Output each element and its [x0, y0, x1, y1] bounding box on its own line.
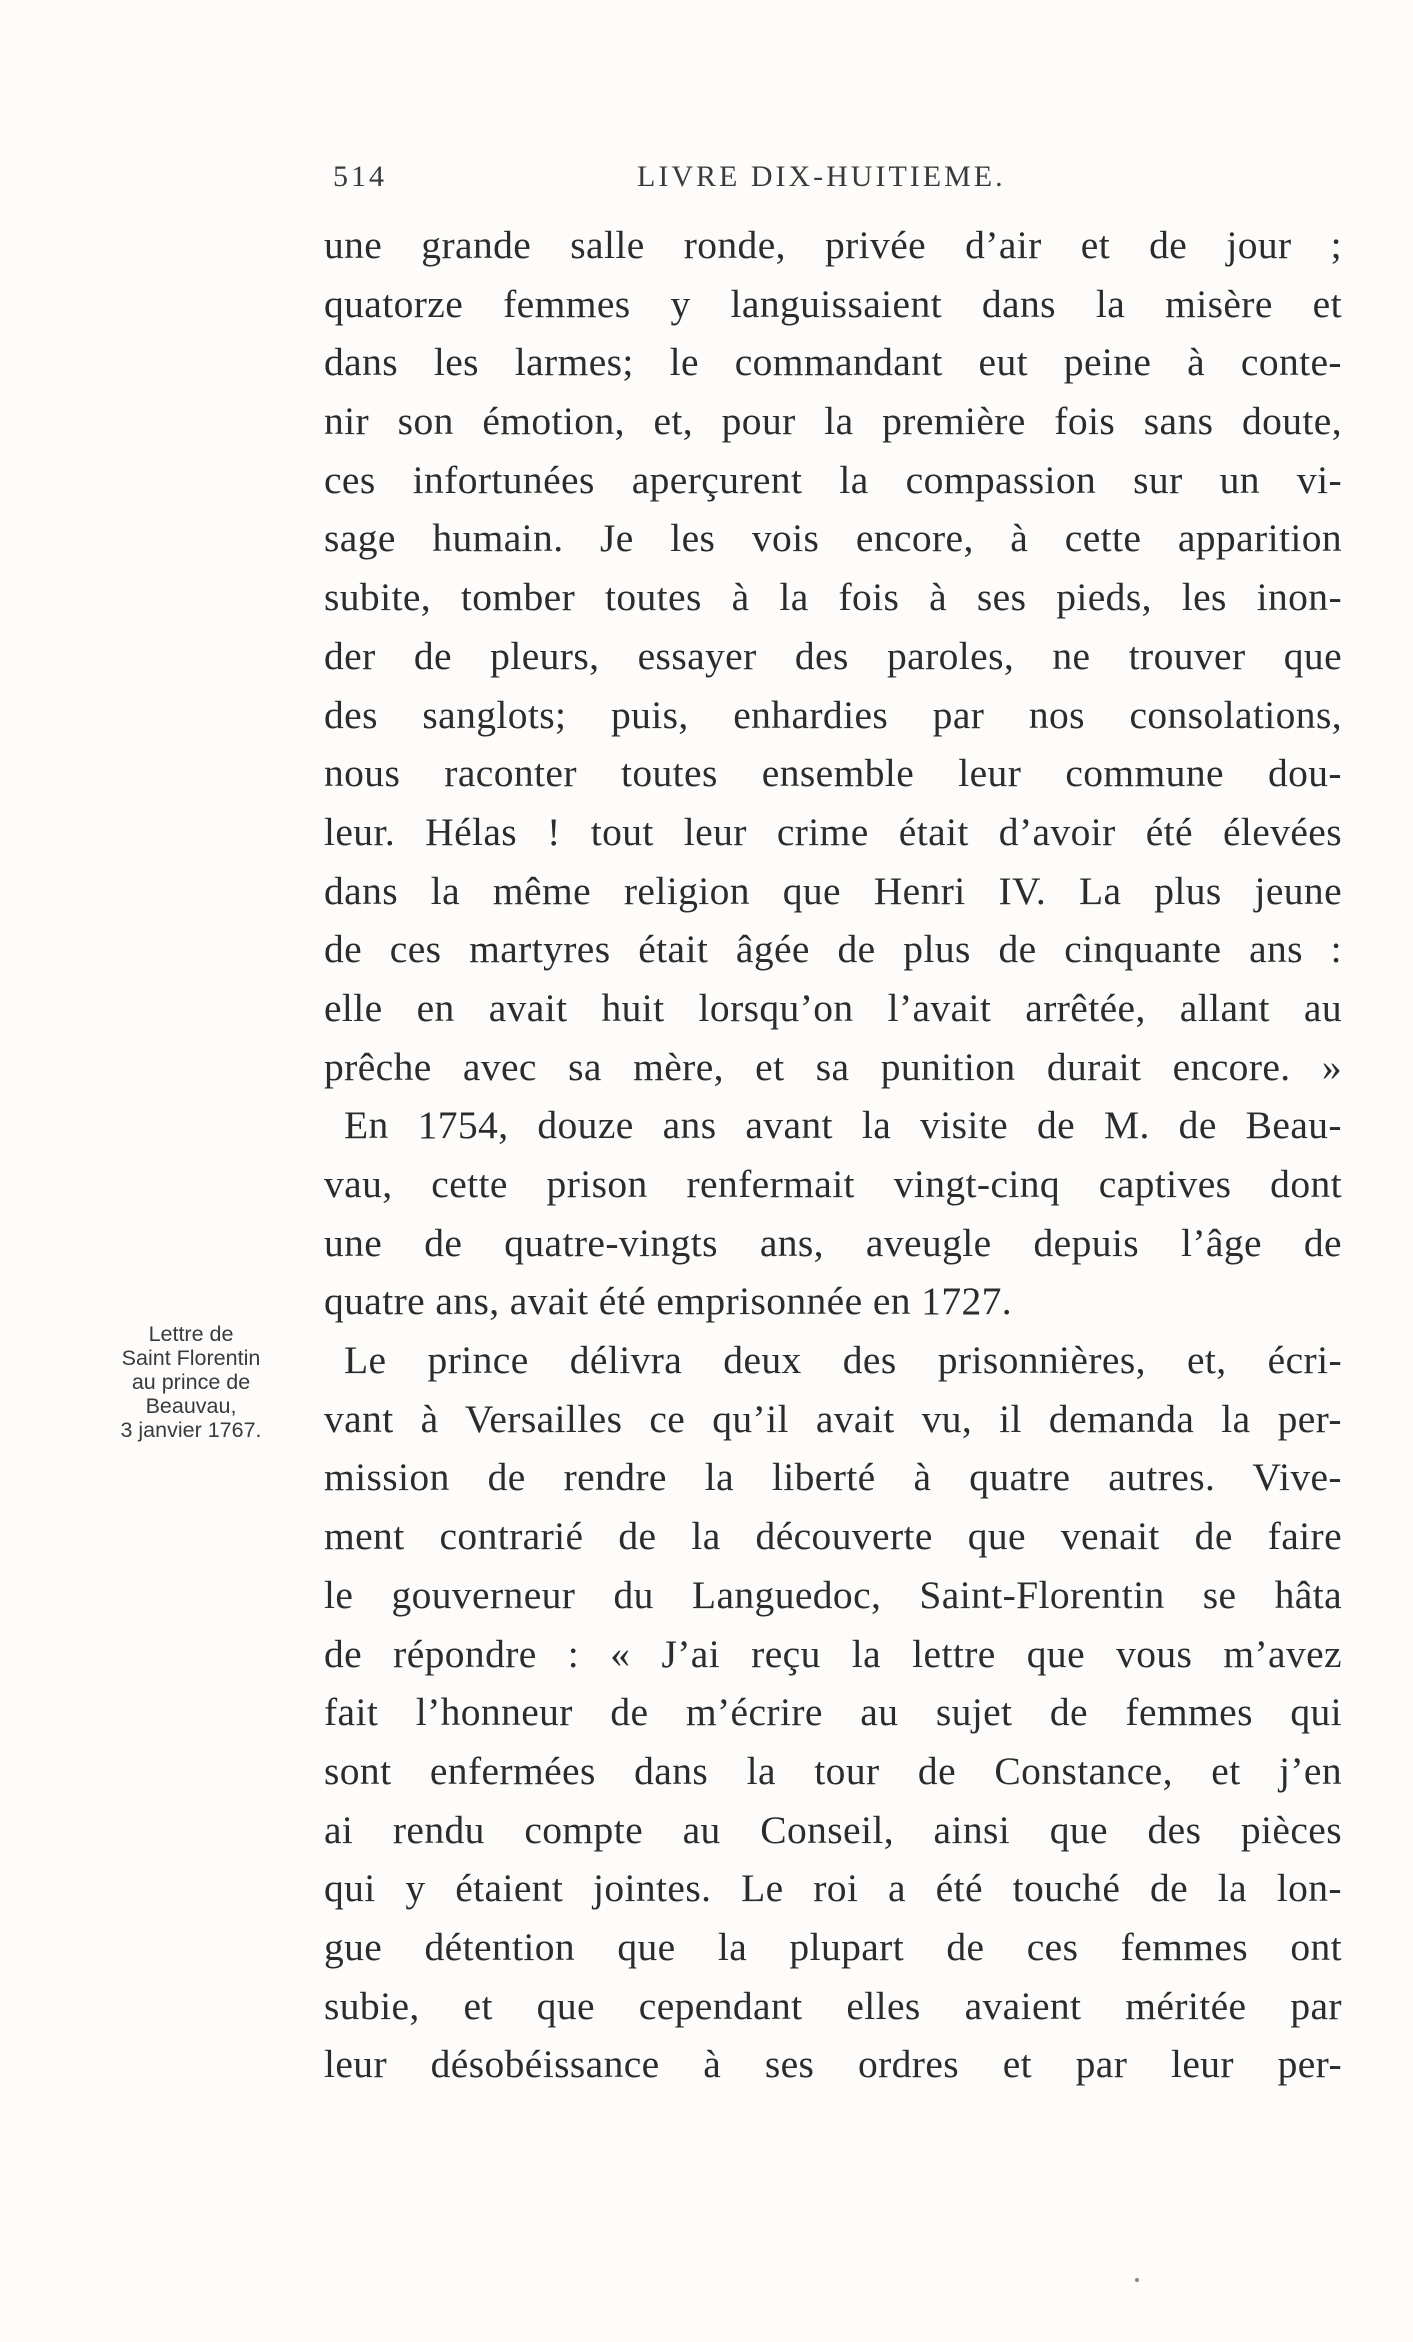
text-line: elle en avait huit lorsqu’on l’avait arrêtée, allant au — [324, 985, 1342, 1030]
text-line: une grande salle ronde, privée d’air et de jour ; — [324, 223, 1342, 267]
text-line: quatre ans, avait été emprisonnée en 1727. — [324, 1279, 1013, 1324]
page-number: 514 — [333, 160, 387, 193]
text-line: subie, et que cependant elles avaient méritée par — [324, 1983, 1342, 2028]
marginal-note-line: Lettre de — [148, 1322, 234, 1346]
text-line: der de pleurs, essayer des paroles, ne trouver que — [324, 633, 1342, 678]
text-line: qui y étaient jointes. Le roi a été touché de la lon- — [324, 1866, 1342, 1911]
text-line: dans les larmes; le commandant eut peine à conte- — [324, 340, 1342, 385]
text-line: sage humain. Je les vois encore, à cette apparition — [324, 516, 1342, 561]
text-line: une de quatre-vingts ans, aveugle depuis l’âge de — [324, 1220, 1342, 1265]
marginal-note-line: Saint Florentin — [121, 1346, 261, 1370]
text-line: fait l’honneur de m’écrire au sujet de femmes qui — [324, 1690, 1342, 1735]
marginal-note-line: au prince de — [131, 1370, 251, 1394]
running-head — [333, 160, 1053, 204]
book-title: LIVRE DIX-HUITIEME. — [637, 160, 1006, 193]
text-line: de répondre : « J’ai reçu la lettre que vous m’avez — [324, 1631, 1342, 1676]
text-line: ment contrarié de la découverte que venait de faire — [324, 1514, 1342, 1559]
text-line: mission de rendre la liberté à quatre autres. Vive- — [324, 1455, 1342, 1500]
marginal-note-line: Beauvau, — [145, 1394, 237, 1418]
text-line: de ces martyres était âgée de plus de cinquante ans : — [324, 927, 1342, 972]
text-line: Le prince délivra deux des prisonnières, et, écri- — [344, 1338, 1342, 1383]
paper-speck — [1135, 2278, 1139, 2282]
text-line: leur désobéissance à ses ordres et par leur per- — [324, 2042, 1342, 2087]
marginal-note — [80, 1322, 302, 1442]
marginal-note-line: 3 janvier 1767. — [120, 1418, 262, 1442]
text-line: ces infortunées aperçurent la compassion sur un vi- — [324, 457, 1342, 502]
text-line: quatorze femmes y languissaient dans la misère et — [324, 281, 1342, 326]
text-line: le gouverneur du Languedoc, Saint-Florentin se hâta — [324, 1572, 1342, 1617]
text-line: subite, tomber toutes à la fois à ses pieds, les inon- — [324, 575, 1342, 620]
text-line: vau, cette prison renfermait vingt-cinq captives dont — [324, 1162, 1342, 1206]
text-line: leur. Hélas ! tout leur crime était d’avoir été élevées — [324, 809, 1342, 854]
text-line: sont enfermées dans la tour de Constance, et j’en — [324, 1748, 1342, 1793]
text-line: des sanglots; puis, enhardies par nos consolations, — [324, 692, 1342, 737]
text-line: ai rendu compte au Conseil, ainsi que des pièces — [324, 1807, 1342, 1852]
text-line: En 1754, douze ans avant la visite de M. de Beau- — [344, 1103, 1342, 1148]
text-line: prêche avec sa mère, et sa punition durait encore. » — [324, 1044, 1342, 1089]
body-text — [324, 216, 1342, 2094]
text-line: nous raconter toutes ensemble leur commune dou- — [324, 751, 1342, 796]
text-line: gue détention que la plupart de ces femmes ont — [324, 1924, 1342, 1969]
text-line: dans la même religion que Henri IV. La plus jeune — [324, 868, 1342, 913]
text-line: vant à Versailles ce qu’il avait vu, il demanda la per- — [324, 1396, 1342, 1441]
text-line: nir son émotion, et, pour la première fois sans doute, — [324, 399, 1342, 444]
